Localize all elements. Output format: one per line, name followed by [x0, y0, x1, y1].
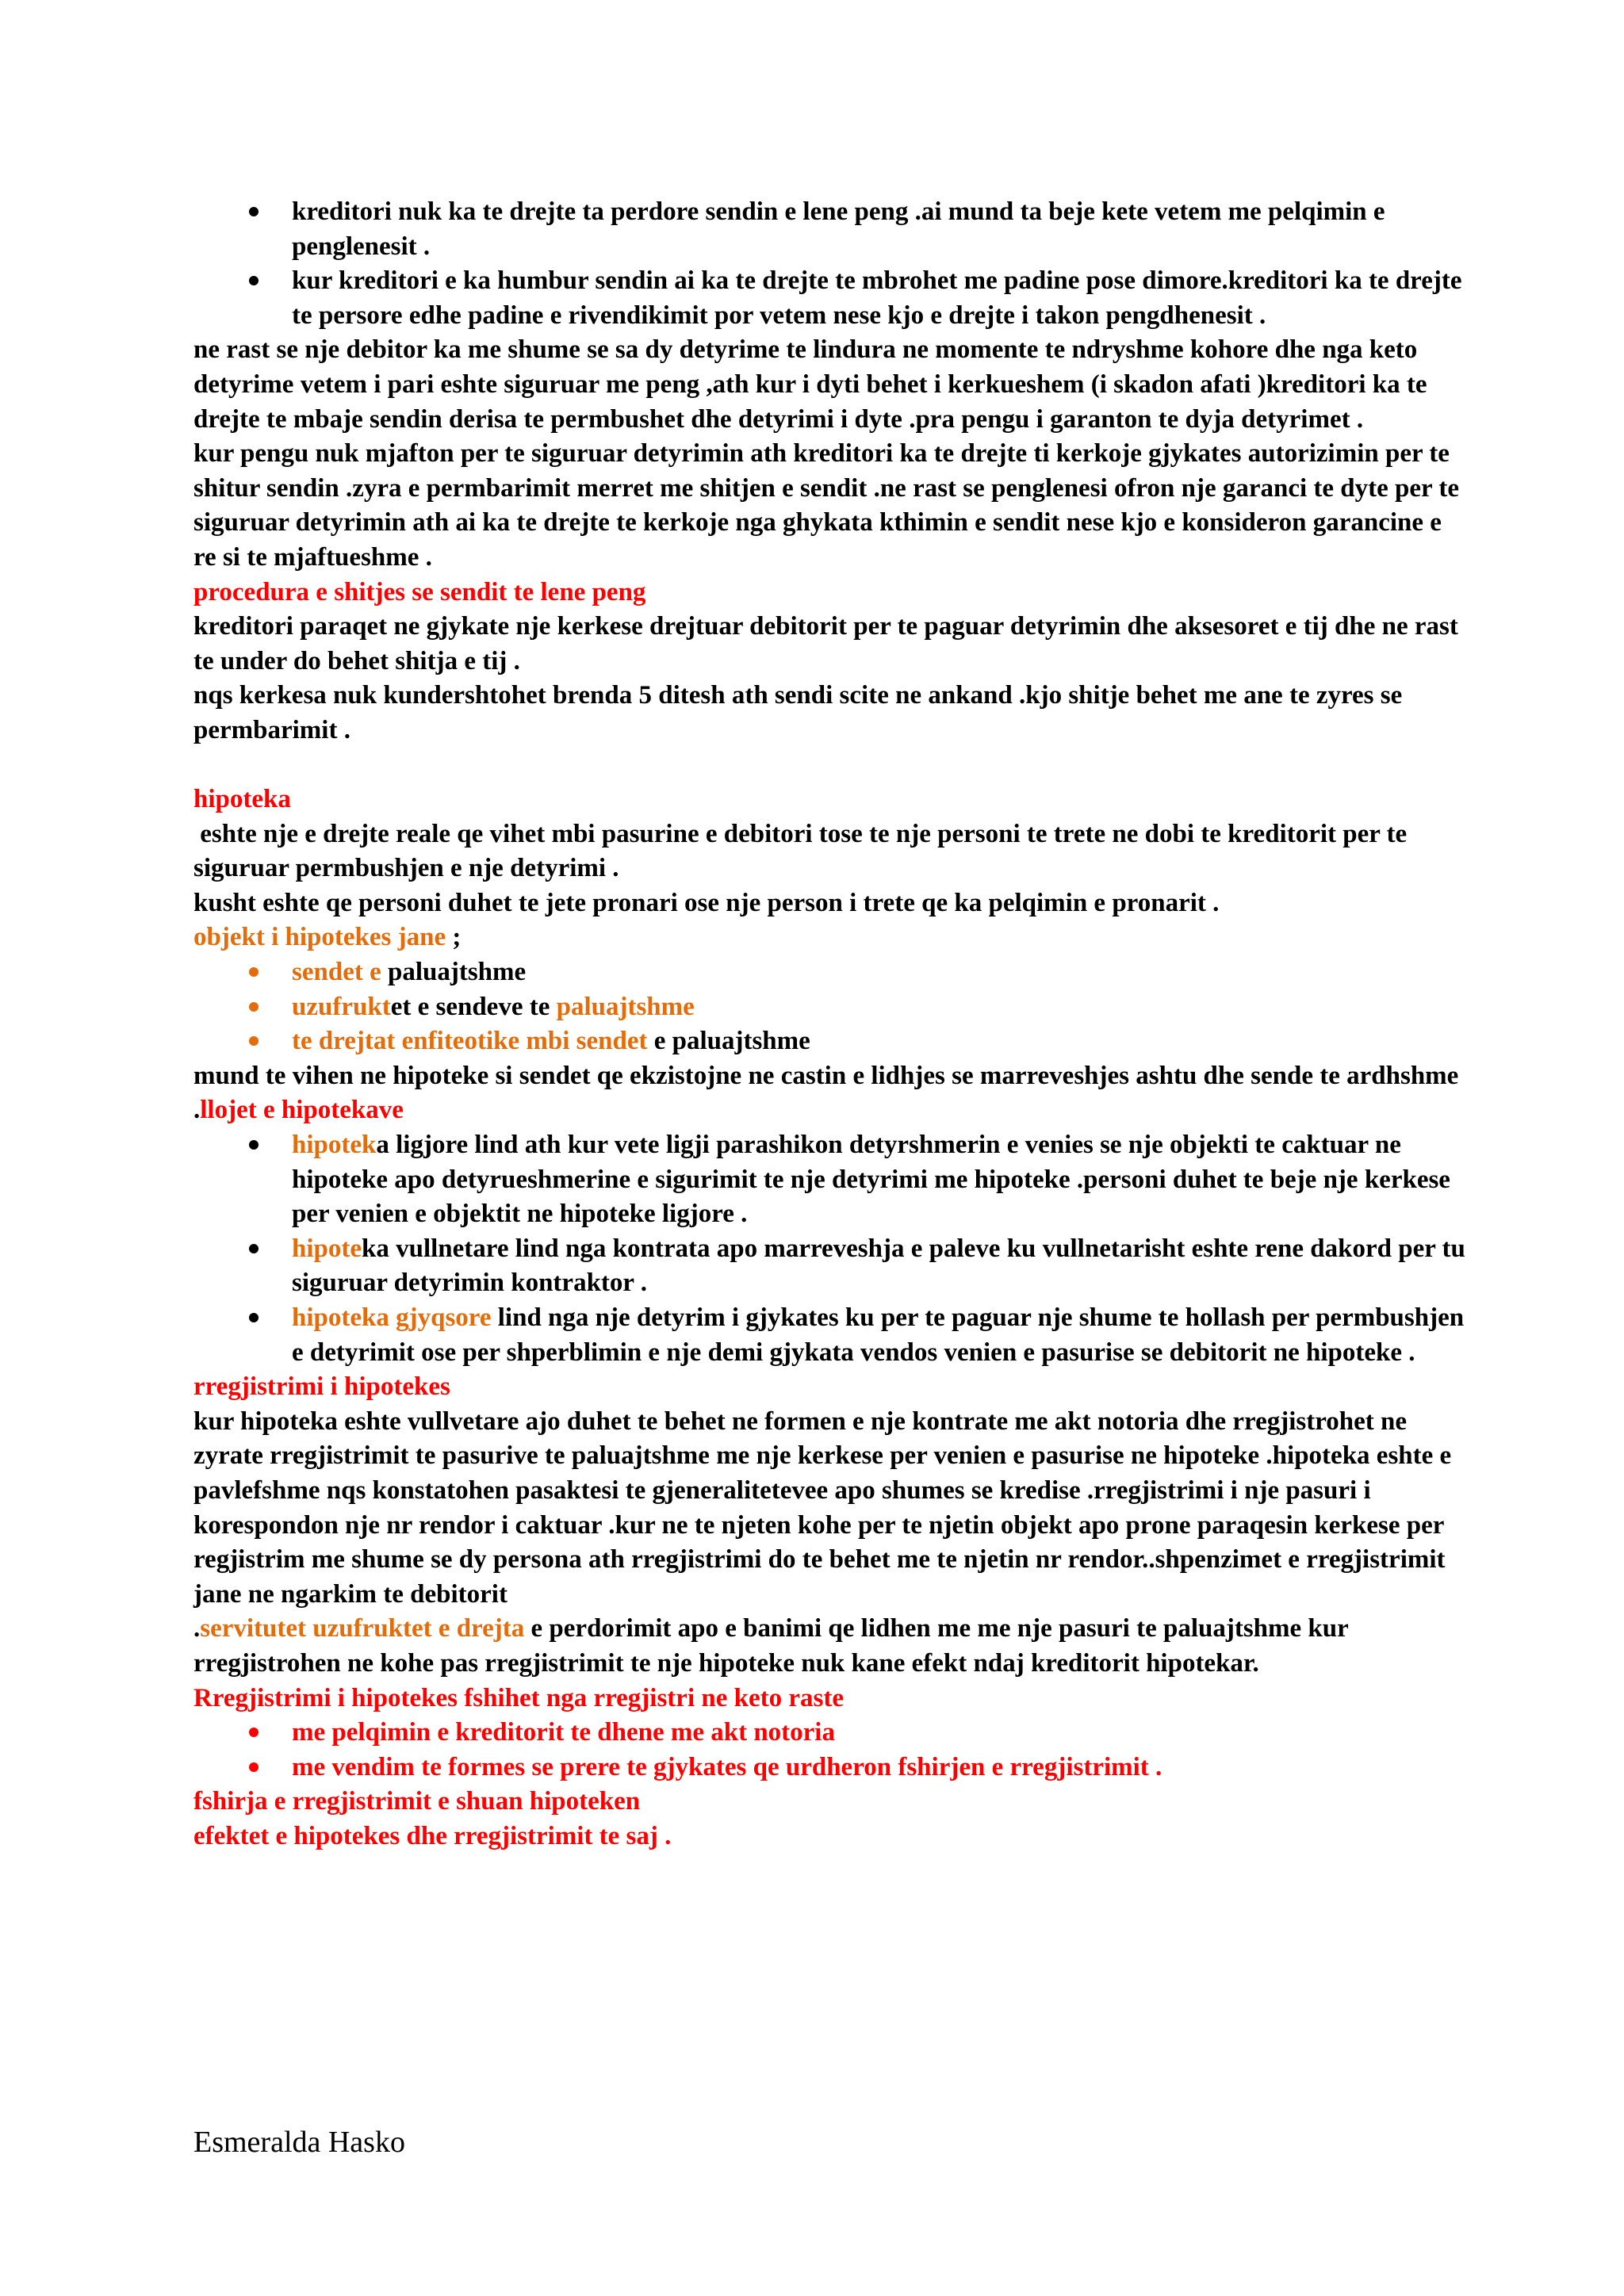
heading-fshihet: Rregjistrimi i hipotekes fshihet nga rregjistri ne keto raste: [193, 1683, 844, 1712]
line-fshirja: fshirja e rregjistrimit e shuan hipoteken: [193, 1787, 641, 1816]
list-item-accent: hipoteka gjyqsore: [292, 1303, 492, 1332]
paragraph-kreditori: kreditori paraqet ne gjykate nje kerkese drejtuar debitorit per te paguar detyrimin dhe aksesoret e tij dhe ne rast te under do behet shitja e tij .: [193, 612, 1458, 675]
list-item-accent: sendet e: [292, 958, 381, 987]
heading-rregjistrimi: rregjistrimi i hipotekes: [193, 1372, 450, 1402]
bullet-list-objekt: [193, 955, 1470, 1059]
servitutet-accent: servitutet uzufruktet e drejta: [200, 1614, 525, 1644]
list-item: [193, 1232, 1470, 1301]
objekt-label: objekt i hipotekes jane: [193, 923, 446, 952]
list-item-accent: te drejtat enfiteotike mbi sendet: [292, 1027, 648, 1056]
list-item: kreditori nuk ka te drejte ta perdore sendin e lene peng .ai mund ta beje kete vetem me pelqimin e penglenesit .: [193, 195, 1470, 264]
list-item-text: e paluajtshme: [647, 1027, 810, 1056]
bullet-list-peng: [193, 195, 1470, 333]
blank-line: [193, 748, 1470, 783]
paragraph-debitor: ne rast se nje debitor ka me shume se sa dy detyrime te lindura ne momente te ndryshme kohore dhe nga keto detyrime vetem i pari eshte siguruar me peng ,ath kur i dyti behet i kerkueshem (i skadon afati )kreditori ka te drejte te mbaje sendin derisa te permbushet dhe detyrimi i dyte .pra pengu i garanton te dyja detyrimet .: [193, 335, 1427, 434]
paragraph-mund: [193, 1059, 1470, 1128]
list-item: me pelqimin e kreditorit te dhene me akt notoria: [193, 1716, 1470, 1751]
list-item: [193, 990, 1470, 1025]
heading-procedura: procedura e shitjes se sendit te lene peng: [193, 577, 646, 607]
list-item-accent: paluajtshme: [556, 992, 695, 1021]
list-item: [193, 1128, 1470, 1232]
document-body: [193, 195, 1470, 1854]
paragraph-pengu: kur pengu nuk mjafton per te siguruar detyrimin ath kreditori ka te drejte ti kerkoje gjykates autorizimin per te shitur sendin .zyra e permbarimit merret me shitjen e sendit .ne rast se penglenesi ofron nje garanci te dyte per te siguruar detyrimin ath ai ka te drejte te kerkoje nga ghykata kthimin e sendit nese kjo e konsideron garancine e re si te mjaftueshme .: [193, 439, 1459, 572]
objekt-suffix: ;: [446, 923, 462, 952]
list-item: [193, 1301, 1470, 1370]
list-item-accent: uzufrukt: [292, 992, 391, 1021]
bullet-list-fshihet: [193, 1716, 1470, 1785]
heading-hipoteka: hipoteka: [193, 785, 291, 814]
list-item-text: lind nga nje detyrim i gjykates ku per te paguar nje shume te hollash per permbushjen e detyrimit ose per shperblimin e nje demi gjykata vendos venien e pasurise se debitorit ne hipoteke .: [292, 1303, 1471, 1367]
list-item: [193, 1024, 1470, 1059]
list-item-text: paluajtshme: [381, 958, 527, 987]
list-item-accent: hipote: [292, 1234, 362, 1263]
line-efektet: efektet e hipotekes dhe rregjistrimit te saj .: [193, 1821, 672, 1850]
heading-llojet: llojet e hipotekave: [200, 1096, 404, 1125]
heading-objekt: [193, 920, 1470, 955]
paragraph-servitutet: [193, 1612, 1470, 1681]
servitutet-text: e perdorimit apo e banimi qe lidhen me me nje pasuri te paluajtshme kur rregjistrohen ne kohe pas rregjistrimit te nje hipoteke nuk kane efekt ndaj kreditorit hipotekar.: [193, 1614, 1355, 1678]
paragraph-kur: kur hipoteka eshte vullvetare ajo duhet te behet ne formen e nje kontrate me akt notoria dhe rregjistrohet ne zyrate rregjistrimit te pasurive te paluajtshme me nje kerkese per venien e pasurise ne hipoteke .hipoteka eshte e pavlefshme nqs konstatohen pasaktesi te gjeneralitetevee apo shumes se kredise .rregjistrimi i nje pasuri i korespondon nje nr rendor i caktuar .kur ne te njeten kohe per te njetin objekt apo prone paraqesin kerkese per regjistrim me shume se dy persona ath rregjistrimi do te behet me te njetin nr rendor..shpenzimet e rregjistrimit jane ne ngarkim te debitorit: [193, 1406, 1452, 1609]
list-item-text: a ligjore lind ath kur vete ligji parashikon detyrshmerin e venies se nje objekti te caktuar ne hipoteke apo detyrueshmerine e sigurimit te nje detyrimi me hipoteke .personi duhet te beje nje kerkese per venien e objektit ne hipoteke ligjore .: [292, 1131, 1450, 1229]
list-item: kur kreditori e ka humbur sendin ai ka te drejte te mbrohet me padine pose dimore.kreditori ka te drejte te persore edhe padine e rivendikimit por vetem nese kjo e drejte i takon pengdhenesit .: [193, 264, 1470, 333]
paragraph-kusht: kusht eshte qe personi duhet te jete pronari ose nje person i trete qe ka pelqimin e pronarit .: [193, 888, 1220, 917]
servitutet-prefix: .: [193, 1614, 201, 1644]
paragraph-nqs: nqs kerkesa nuk kundershtohet brenda 5 ditesh ath sendi scite ne ankand .kjo shitje behet me ane te zyres se permbarimit .: [193, 681, 1403, 744]
footer-author: Esmeralda Hasko: [193, 2126, 405, 2159]
bullet-list-llojet: [193, 1128, 1470, 1370]
paragraph-definition: eshte nje e drejte reale qe vihet mbi pasurine e debitori tose te nje personi te trete ne dobi te kreditorit per te siguruar permbushjen e nje detyrimi .: [193, 819, 1414, 883]
paragraph-mund-text: mund te vihen ne hipoteke si sendet qe ekzistojne ne castin e lidhjes se marreveshjes ashtu dhe sende te ardhshme .: [193, 1061, 1459, 1125]
list-item: [193, 955, 1470, 990]
list-item: me vendim te formes se prere te gjykates qe urdheron fshirjen e rregjistrimit .: [193, 1751, 1470, 1785]
list-item-text: ka vullnetare lind nga kontrata apo marreveshja e paleve ku vullnetarisht eshte rene dakord per tu siguruar detyrimin kontraktor .: [292, 1234, 1465, 1298]
list-item-accent: hipotek: [292, 1131, 377, 1160]
list-item-text: et e sendeve te: [390, 992, 557, 1021]
